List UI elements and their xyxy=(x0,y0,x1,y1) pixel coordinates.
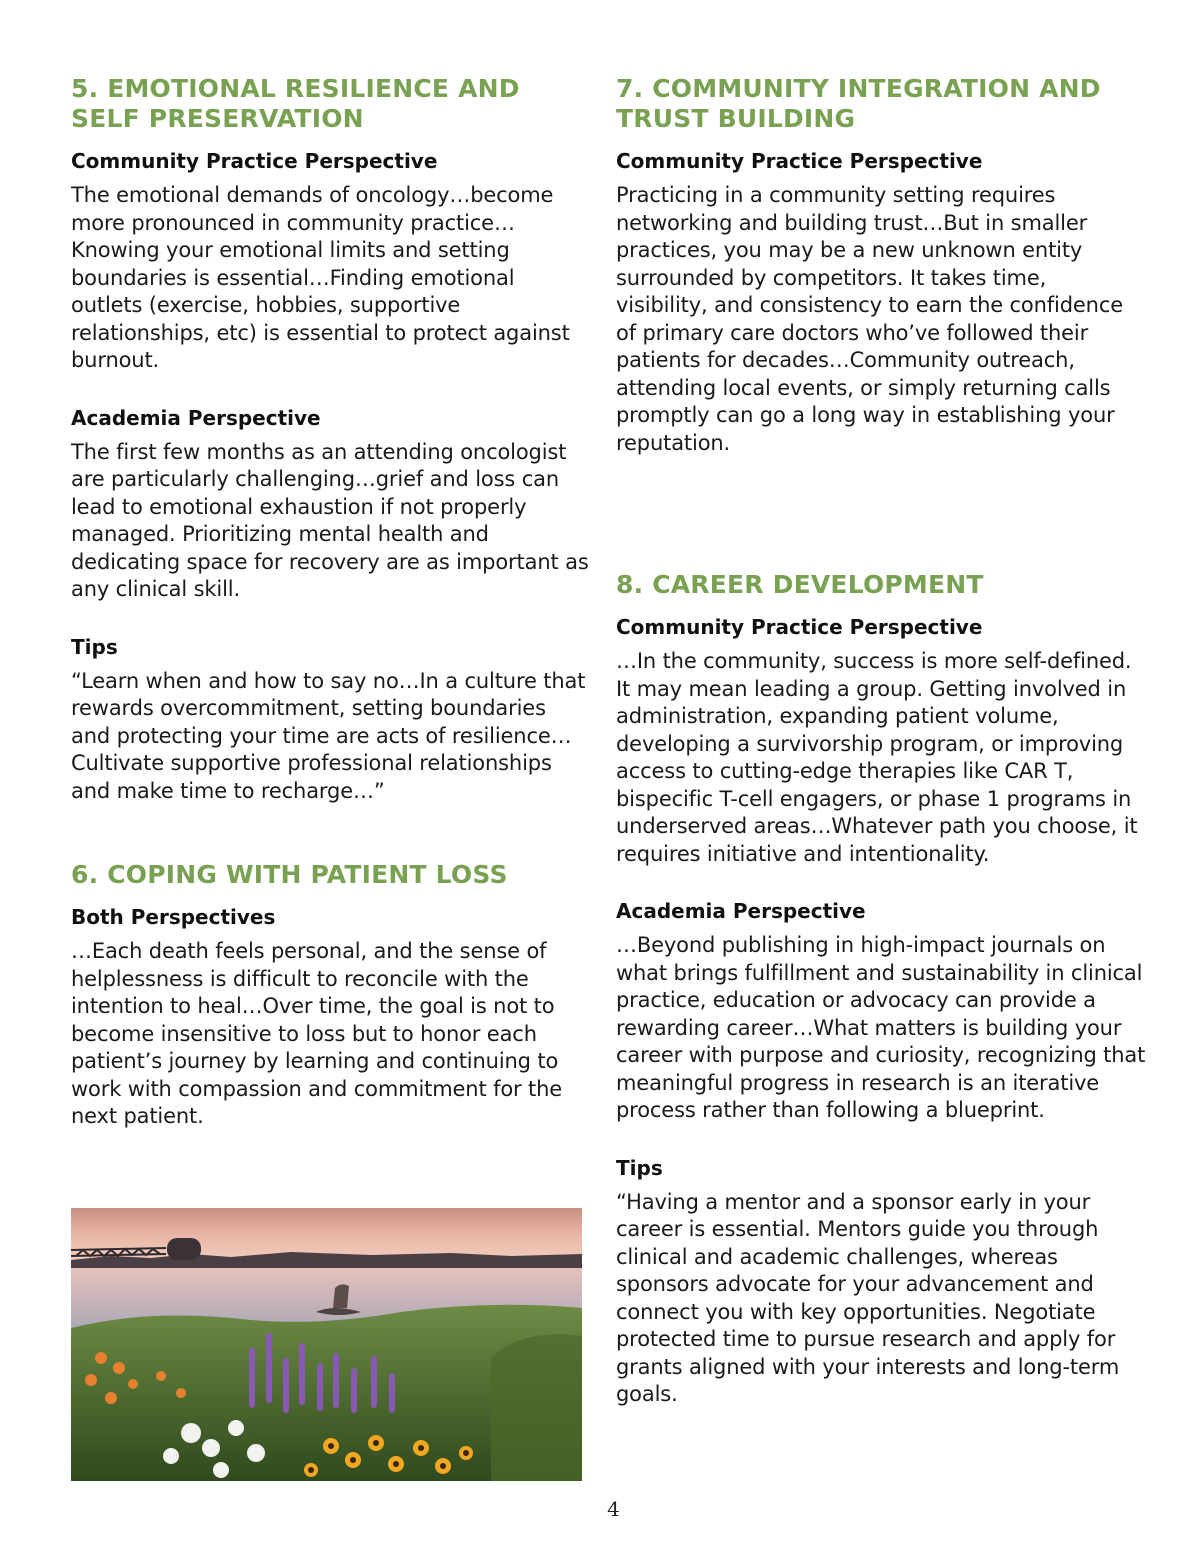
subheading-tips: Tips xyxy=(71,634,118,659)
section-heading: 5. EMOTIONAL RESILIENCE AND SELF PRESERVATION xyxy=(71,74,520,133)
subheading-academia: Academia Perspective xyxy=(616,899,866,923)
section-heading: 7. COMMUNITY INTEGRATION AND TRUST BUILDING xyxy=(616,74,1101,133)
page-number: 4 xyxy=(607,1497,620,1521)
paragraph-academia: …Beyond publishing in high-impact journals on what brings fulfillment and sustainability in clinical practice, education or advocacy can provide a rewarding career…What matters is building your career with purpose and curiosity, recognizing that meaningful progress in research is an iterative process rather than following a blueprint. xyxy=(616,933,1146,1122)
section-career-development xyxy=(616,570,1146,1439)
section-heading: 6. COPING WITH PATIENT LOSS xyxy=(71,860,508,889)
paragraph-community: Practicing in a community setting requires networking and building trust…But in smaller practices, you may be a new unknown entity surrounded by competitors. It takes time, visibility, and consistency to earn the confidence of primary care doctors who’ve followed their patients for decades…Community outreach, attending local events, or simply returning calls promptly can go a long way in establishing your reputation. xyxy=(616,183,1123,455)
lakeside-garden-photo xyxy=(71,1208,582,1481)
paragraph-academia: The first few months as an attending oncologist are particularly challenging…grief and loss can lead to emotional exhaustion if not properly managed. Prioritizing mental health and dedicating space for recovery are as important as any clinical skill. xyxy=(71,439,589,601)
paragraph-community: The emotional demands of oncology…become more pronounced in community practice…Knowing your emotional limits and setting boundaries is essential…Finding emotional outlets (exercise, hobbies, supportive relationships, etc) is essential to protect against burnout. xyxy=(71,183,570,372)
section-patient-loss xyxy=(71,860,591,1161)
paragraph-community: …In the community, success is more self-defined. It may mean leading a group. Getting involved in administration, expanding patient volume, developing a survivorship program, or improving access to cutting-edge therapies like CAR T, bispecific T-cell engagers, or phase 1 programs in underserved areas…Whatever path you choose, it requires initiative and intentionality. xyxy=(616,649,1138,866)
photo-illustration xyxy=(71,1208,582,1481)
subheading-community: Community Practice Perspective xyxy=(71,149,438,173)
subheading-both: Both Perspectives xyxy=(71,905,276,929)
subheading-tips: Tips xyxy=(616,1155,663,1180)
paragraph-both: …Each death feels personal, and the sense of helplessness is difficult to reconcile with the intention to heal…Over time, the goal is not to become insensitive to loss but to honor each patient’s journey by learning and continuing to work with compassion and commitment for the next patient. xyxy=(71,939,563,1128)
section-heading: 8. CAREER DEVELOPMENT xyxy=(616,570,984,599)
paragraph-tips: “Having a mentor and a sponsor early in your career is essential. Mentors guide you through clinical and academic challenges, whereas sponsors advocate for your advancement and connect you with key opportunities. Negotiate protected time to pursue research and apply for grants aligned with your interests and long-term goals. xyxy=(616,1189,1120,1406)
paragraph-tips: “Learn when and how to say no…In a culture that rewards overcommitment, setting boundaries and protecting your time are acts of resilience…Cultivate supportive professional relationships and make time to recharge…” xyxy=(71,668,586,803)
section-community-integration xyxy=(616,74,1136,487)
subheading-academia: Academia Perspective xyxy=(71,405,321,430)
subheading-community: Community Practice Perspective xyxy=(616,149,983,173)
subheading-community: Community Practice Perspective xyxy=(616,615,983,639)
section-emotional-resilience xyxy=(71,74,591,835)
